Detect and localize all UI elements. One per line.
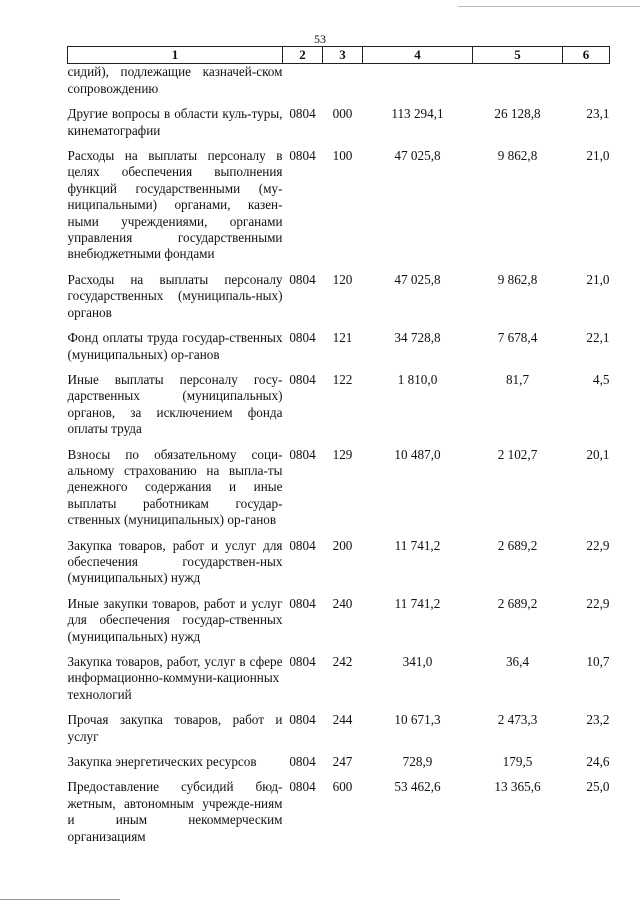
- row-section-code-cell: 0804: [289, 754, 316, 770]
- row-expense-type-cell: 121: [332, 330, 353, 346]
- table-row: [68, 538, 610, 596]
- column-header-4: 4: [363, 47, 473, 64]
- row-percent-cell: 21,0: [586, 271, 610, 287]
- row-planned-amount-cell: 113 294,1: [391, 106, 444, 122]
- row-actual-amount-cell: 26 128,8: [494, 106, 541, 122]
- column-header-3: 3: [323, 47, 363, 64]
- row-percent-cell: 23,1: [586, 106, 610, 122]
- row-name-cell: Предоставление субсидий бюд-жетным, автономным учрежде-ниям и иным некоммерческим организациям: [67, 779, 283, 844]
- row-name-cell: Расходы на выплаты персоналу государственных (муниципаль-ных) органов: [67, 271, 283, 320]
- row-expense-type-cell: 129: [332, 446, 353, 462]
- table-row: [68, 106, 610, 148]
- row-name-cell: Взносы по обязательному соци-альному страхованию на выпла-ты денежного содержания и иные выплаты работникам государ-ственных (муниципальных) ор-ганов: [67, 446, 283, 528]
- row-expense-type-cell: 000: [332, 106, 353, 122]
- row-planned-amount-cell: 47 025,8: [394, 148, 441, 164]
- row-percent-cell: 10,7: [586, 654, 610, 669]
- row-planned-amount-cell: 10 671,3: [394, 712, 441, 728]
- row-actual-amount-cell: [473, 64, 563, 106]
- footer-rule: [0, 899, 120, 900]
- column-header-2: 2: [283, 47, 323, 64]
- row-actual-amount-cell: 7 678,4: [497, 330, 538, 346]
- table-row: [68, 148, 610, 272]
- table-row: [68, 330, 610, 372]
- row-name-cell: сидий), подлежащие казначей-ском сопровождению: [67, 64, 283, 96]
- row-actual-amount-cell: 2 473,3: [497, 712, 538, 728]
- row-expense-type-cell: 122: [332, 371, 353, 387]
- column-header-6: 6: [563, 47, 610, 64]
- row-planned-amount-cell: 11 741,2: [394, 595, 441, 611]
- row-expense-type-cell: 240: [332, 595, 353, 611]
- row-actual-amount-cell: 81,7: [505, 371, 530, 387]
- row-expense-type-cell: 120: [332, 271, 353, 287]
- row-actual-amount-cell: 9 862,8: [497, 271, 538, 287]
- top-edge-rule: [458, 6, 640, 7]
- row-section-code-cell: 0804: [289, 712, 316, 728]
- row-actual-amount-cell: 9 862,8: [497, 148, 538, 164]
- row-planned-amount-cell: 34 728,8: [394, 330, 441, 346]
- row-section-code-cell: 0804: [289, 330, 316, 346]
- table-row: [68, 712, 610, 754]
- row-expense-type-cell: 200: [332, 537, 353, 553]
- row-actual-amount-cell: 2 689,2: [497, 537, 538, 553]
- table-header-row: [68, 47, 610, 64]
- row-expense-type-cell: 100: [332, 148, 353, 164]
- row-name-cell: Другие вопросы в области куль-туры, кинематографии: [67, 106, 283, 138]
- row-section-code-cell: 0804: [289, 654, 316, 669]
- row-section-code-cell: 0804: [289, 271, 316, 287]
- row-name-cell: Закупка товаров, работ и услуг для обеспечения государствен-ных (муниципальных) нужд: [67, 537, 283, 586]
- table-row: [68, 779, 610, 854]
- table-body: [68, 64, 610, 854]
- table-row: [68, 64, 610, 106]
- row-percent-cell: 22,1: [586, 330, 610, 346]
- row-percent-cell: 25,0: [586, 779, 610, 795]
- row-planned-amount-cell: [363, 64, 473, 106]
- row-section-code-cell: 0804: [289, 446, 316, 462]
- budget-table: [67, 46, 610, 854]
- row-name-cell: Закупка энергетических ресурсов: [67, 754, 257, 770]
- column-header-1: 1: [68, 47, 283, 64]
- row-expense-type-cell: 600: [332, 779, 353, 795]
- row-section-code-cell: 0804: [289, 148, 316, 164]
- row-percent-cell: 4,5: [593, 371, 610, 387]
- table-row: [68, 447, 610, 538]
- row-percent-cell: 21,0: [586, 148, 610, 164]
- row-planned-amount-cell: 11 741,2: [394, 537, 441, 553]
- page-number: 53: [314, 32, 326, 46]
- row-name-cell: Прочая закупка товаров, работ и услуг: [67, 712, 283, 744]
- row-planned-amount-cell: 341,0: [402, 654, 433, 669]
- row-actual-amount-cell: 2 689,2: [497, 595, 538, 611]
- row-section-code-cell: 0804: [289, 106, 316, 122]
- row-actual-amount-cell: 13 365,6: [494, 779, 541, 795]
- row-percent-cell: 24,6: [586, 754, 610, 770]
- row-percent-cell: 22,9: [586, 595, 610, 611]
- row-actual-amount-cell: 179,5: [502, 754, 533, 770]
- row-section-code-cell: [283, 64, 323, 106]
- row-name-cell: Иные выплаты персоналу госу-дарственных (муниципальных) органов, за исключением фонда оплаты труда: [67, 371, 283, 437]
- row-name-cell: Закупка товаров, работ, услуг в сфере информационно-коммуни-кационных технологий: [67, 654, 283, 702]
- row-name-cell: Иные закупки товаров, работ и услуг для обеспечения государ-ственных (муниципальных) нужд: [67, 595, 283, 644]
- row-section-code-cell: 0804: [289, 779, 316, 795]
- row-actual-amount-cell: 2 102,7: [497, 446, 538, 462]
- row-percent-cell: 23,2: [586, 712, 610, 728]
- row-percent-cell: 22,9: [586, 537, 610, 553]
- row-name-cell: Расходы на выплаты персоналу в целях обеспечения выполнения функций государственными (му-ниципальными) органами, казен-ными учреждениями, органами управления государственными внебюджетными фондами: [67, 148, 283, 262]
- row-actual-amount-cell: 36,4: [505, 654, 530, 669]
- row-section-code-cell: 0804: [289, 371, 316, 387]
- table-row: [68, 272, 610, 330]
- table-row: [68, 596, 610, 654]
- row-expense-type-cell: [323, 64, 363, 106]
- row-section-code-cell: 0804: [289, 537, 316, 553]
- row-expense-type-cell: 242: [332, 654, 353, 669]
- row-planned-amount-cell: 10 487,0: [394, 446, 441, 462]
- row-planned-amount-cell: 53 462,6: [394, 779, 441, 795]
- row-percent-cell: 20,1: [586, 446, 610, 462]
- row-expense-type-cell: 247: [332, 754, 353, 770]
- table-row: [68, 754, 610, 779]
- row-planned-amount-cell: 1 810,0: [397, 371, 438, 387]
- table-row: [68, 372, 610, 447]
- row-name-cell: Фонд оплаты труда государ-ственных (муниципальных) ор-ганов: [67, 330, 283, 362]
- row-expense-type-cell: 244: [332, 712, 353, 728]
- row-planned-amount-cell: 47 025,8: [394, 271, 441, 287]
- table-row: [68, 654, 610, 712]
- row-percent-cell: [563, 64, 610, 106]
- row-section-code-cell: 0804: [289, 595, 316, 611]
- row-planned-amount-cell: 728,9: [402, 754, 433, 770]
- column-header-5: 5: [473, 47, 563, 64]
